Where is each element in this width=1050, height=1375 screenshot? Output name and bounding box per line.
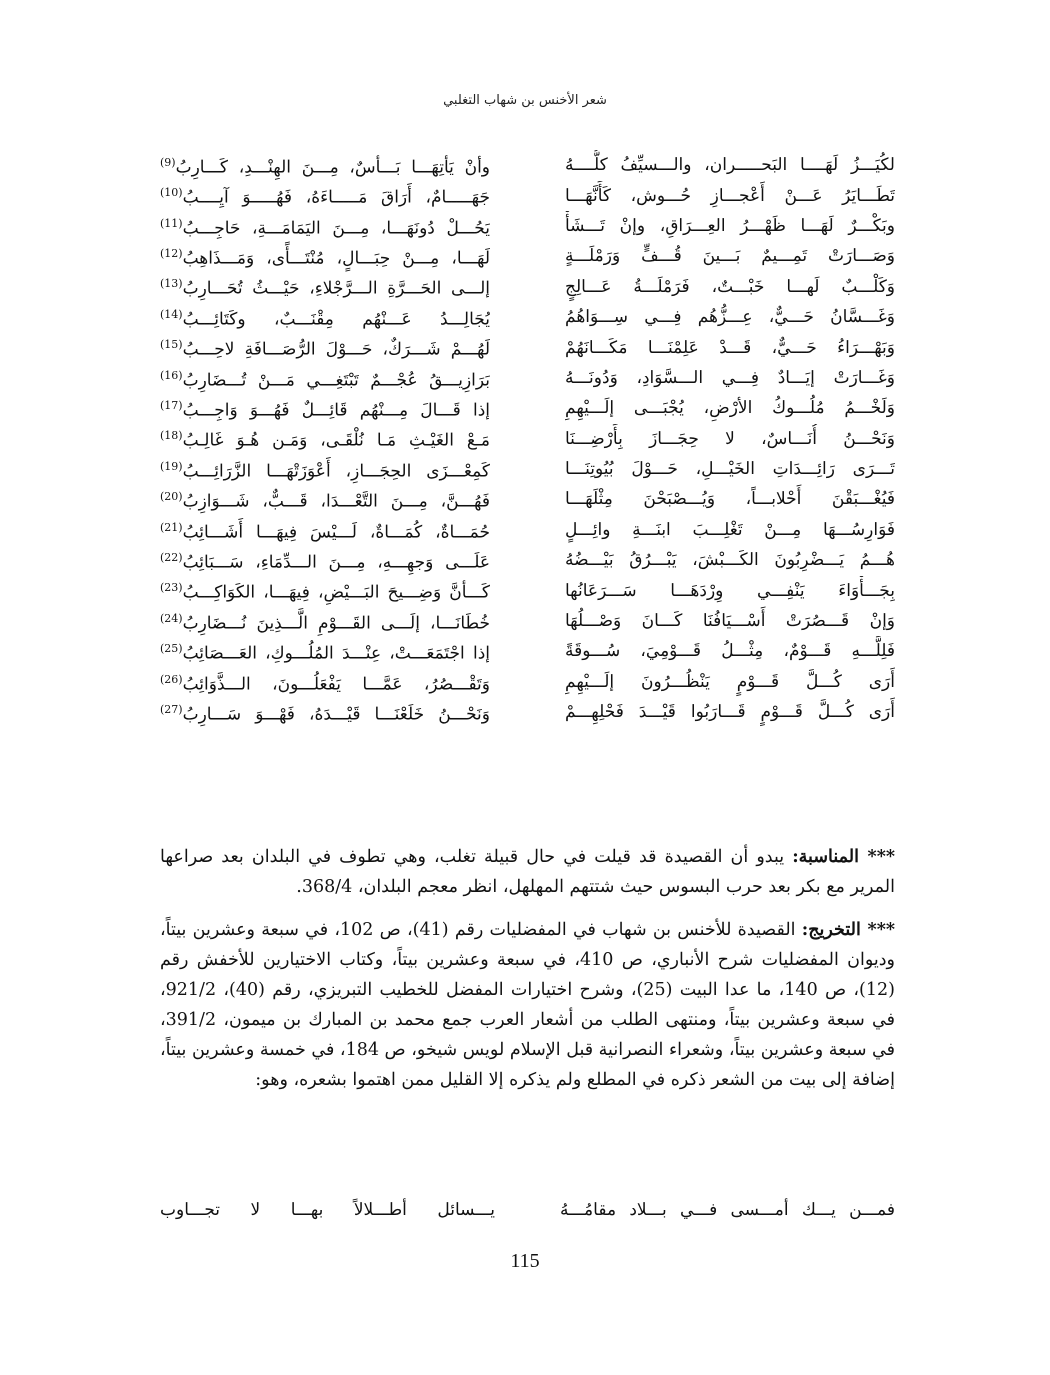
verse-first-hemistich: فَوَارِسُـــهَا مِـــنْ تَغْلِـــبَ ابنَـــةِ وائِـــلٍ — [565, 519, 895, 540]
poem — [160, 150, 895, 727]
verse-first-hemistich: وبَكْـــرٌ لَهَـــا ظَهْـــرُ العِـــرَاقِ، وإنْ تَـــشَأْ — [565, 215, 895, 236]
verse-footnote-number: (16) — [160, 368, 183, 382]
page-header: شعر الأخنس بن شهاب التغلبي — [443, 93, 607, 108]
verse-row — [160, 150, 895, 180]
verse-first-hemistich: وَكَلْـــبٌ لَهـــا خَبْـــتٌ، فَرَمْلَـــةُ عَـــالِجٍ — [565, 276, 895, 297]
verse-first-hemistich: وَبَهْـــرَاءُ حَـــيٌّ، قَـــدْ عَلِمْنَـــا مَكَـــانَهُمْ — [565, 337, 895, 358]
verse-row — [160, 180, 895, 210]
page-number: 115 — [510, 1250, 540, 1272]
occasion-text: يبدو أن القصيدة قد قيلت في حال قبيلة تغلب، وهي تطوف في البلدان بعد صراعها المرير مع بكر بعد حرب البسوس حيث شتتهم المهلهل، انظر معجم البلدان، 368/4. — [160, 847, 895, 897]
verse-second-text: بَرَازِيـــقُ عُجْـــمٌ تَبْتَغِـــي مَـــنْ تُـــضَارِبُ — [182, 370, 490, 391]
verse-first-hemistich: وَغَـــسَّانُ حَـــيٌّ، عِـــزُّهُم فِـــي سِـــوَاهُمُ — [565, 307, 895, 328]
closing-verse-first-hemistich: فمـــن يـــك أمـــسى فـــي بـــلاد مقامُـــهُ — [560, 1200, 895, 1220]
closing-verse — [160, 1195, 895, 1225]
verse-second-text: مَـعْ الغَيْـثِ مَـا نُلْقَـى، وَمَـن هُـوَ غَالِـبُ — [182, 431, 490, 452]
verse-footnote-number: (10) — [160, 186, 183, 200]
verse-footnote-number: (13) — [160, 277, 183, 291]
closing-verse-second-hemistich: يـــسائل أطـــلالاً بهـــا لا تجـــاوب — [160, 1200, 495, 1220]
verse-second-text: كَـــأنَّ وَضِـــيحَ البَـــيْضِ، فِيهَـــا، الكَوَاكِـــبُ — [182, 583, 490, 603]
verse-row — [160, 302, 895, 332]
verse-row — [160, 667, 895, 697]
verse-footnote-number: (17) — [160, 399, 183, 412]
verse-row — [160, 393, 895, 423]
verse-footnote-number: (21) — [160, 520, 183, 534]
verse-footnote-number: (12) — [160, 247, 183, 261]
verse-second-text: وَنَحْـــنُ خَلَعْنَـــا قَيْـــدَهُ، فَهْـــوَ سَـــارِبُ — [182, 704, 490, 725]
verse-row — [160, 697, 895, 727]
verse-footnote-number: (9) — [160, 155, 176, 169]
verse-second-hemistich — [160, 695, 490, 730]
verse-second-text: إذا اجْتَمَعَـــتْ، عِنْـــدَ المُلُـــوكِ، العَـــصَائِبُ — [182, 643, 490, 664]
sources-label: *** التخريج: — [801, 920, 896, 940]
verse-first-hemistich: بِجَـــأْوَاءَ يَنْفِـــي وِرْدَهَـــا سَـــرَعَانُها — [565, 580, 895, 601]
verse-second-text: عَلَـــى وَجهِـــهِ، مِـــنَ الـــدِّمَاءِ، سَـــبَائِبُ — [182, 552, 490, 573]
occasion-note — [160, 842, 895, 902]
verse-second-text: إلـــى الحَـــرَّةِ الـــرَّجْلاءِ، حَيْـــثُ تُحَـــارِبُ — [182, 279, 490, 300]
verse-footnote-number: (19) — [160, 459, 183, 473]
verse-second-text: لَهَـــا، مِـــنْ حِبَـــالٍ، مُنْتَـــأًى، وَمَـــذَاهِبُ — [182, 248, 490, 269]
verse-second-text: كَمِعْـــزَى الحِجَـــازِ، أَعْوَزَتْهَـــا الزَّرَائِـــبُ — [182, 461, 490, 482]
sources-note — [160, 915, 895, 1095]
verse-first-hemistich: فَلِلَّـــهِ قَـــوْمٌ، مِثْـــلُ قَـــوْمِيَ، سُـــوقَةً — [565, 641, 895, 662]
verse-row — [160, 545, 895, 575]
verse-first-hemistich: وَلَخْـــمُ مُلُـــوكُ الأرْضِ، يُجْبَـــى إلَـــيْهِمِ — [565, 398, 895, 419]
verse-footnote-number: (23) — [160, 581, 183, 595]
verse-first-hemistich: هُـــمُ يَـــضْرِبُونَ الكَـــبْشَ، يَبْـــرُقُ بَيْـــضُهُ — [565, 550, 895, 571]
verse-footnote-number: (11) — [160, 216, 183, 230]
sources-text: القصيدة للأخنس بن شهاب في المفضليات رقم (41)، ص 102، في سبعة وعشرين بيتاً، وديوان المفضليات شرح الأنباري، ص 410، في سبعة وعشرين بيتاً، وكتاب الاختيارين للأخفش رقم (12)، ص 140، ما عدا البيت (25)، وشرح اختيارات المفضل للخطيب التبريزي، رقم (40)، 921/2، في سبعة وعشرين بيتاً، ومنتهى الطلب من أشعار العرب جمع محمد بن المبارك بن ميمون، 391/2، في سبعة وعشرين بيتاً، وشعراء النصرانية قبل الإسلام لويس شيخو، ص 184، في خمسة وعشرين بيتاً، إضافة إلى بيت من الشعر ذكره في المطلع ولم يذكره إلا القليل ممن اهتموا بشعره، وهو: — [160, 920, 895, 1090]
verse-second-text: إذا قَـــالَ مِـــنْهُم قَائِـــلٌ فَهُـــوَ وَاجِـــبُ — [182, 400, 490, 421]
verse-first-hemistich: فَيُغْـــبَقْنَ أَحْلابـــاً، وَيُـــصْبَحْنَ مِثْلَهَـــا — [565, 489, 895, 510]
verse-footnote-number: (27) — [160, 702, 183, 716]
verse-row — [160, 211, 895, 241]
verse-first-hemistich: وَإنْ قَـــصُرَتْ أَسْـــيَافُنَا كَـــانَ وَصْـــلُهَا — [565, 611, 895, 632]
verse-row — [160, 424, 895, 454]
verse-row — [160, 332, 895, 362]
verse-footnote-number: (24) — [160, 611, 183, 625]
verse-first-hemistich: وَنَحْـــنُ أُنَـــاسٌ، لا حِجَـــازَ بِأَرْضِـــنَا — [565, 428, 895, 449]
verse-row — [160, 636, 895, 666]
verse-second-text: يَحُـــلْ دُونَهَـــا، مِـــنَ اليَمَامَـــةِ، حَاجِـــبُ — [182, 218, 490, 239]
verse-row — [160, 241, 895, 271]
verse-footnote-number: (14) — [160, 307, 183, 321]
occasion-label: *** المناسبة: — [792, 847, 896, 867]
verse-row — [160, 454, 895, 484]
verse-row — [160, 363, 895, 393]
verse-first-hemistich: أَرَى كُـــلَّ قَـــوْمٍ يَنْظُـــرُونَ إلَـــيْهِمِ — [565, 671, 895, 692]
verse-second-text: خُطَانَـــا، إلَـــى القَـــوْمِ الَّـــذِينَ نُـــضَارِبُ — [182, 613, 490, 634]
verse-first-hemistich: تَطَـــايَرُ عَـــنْ أَعْجـــازِ حُـــوش، كَأَنَّهَـــا — [565, 185, 895, 206]
verse-footnote-number: (22) — [160, 550, 183, 564]
verse-second-text: جَهَـــــامٌ، أَرَاقَ مَـــــاءَهُ، فَهُـــــوَ آيِــــبُ — [182, 187, 490, 208]
notes — [160, 842, 895, 1108]
verse-footnote-number: (15) — [160, 338, 183, 352]
verse-first-hemistich: وَغَـــارَتْ إيَـــادٌ فِـــي الـــسَّوَادِ، وَدُونَـــهُ — [565, 367, 895, 388]
verse-first-hemistich: أَرَى كُـــلَّ قَـــوْمٍ قَـــارَبُوا قَيْـــدَ فَحْلِهِـــمْ — [565, 702, 895, 723]
verse-second-text: حُمَـــاةٌ، كُمَـــاةٌ، لَـــيْسَ فِيهَـــا أَشَـــائِبُ — [182, 522, 490, 543]
verse-row — [160, 515, 895, 545]
verse-second-text: وأنْ يَأتِهَـــا بَـــأسٌ، مِـــنَ الهِنْـــدِ، كَـــارِبُ — [175, 157, 490, 178]
verse-row — [160, 606, 895, 636]
verse-row — [160, 484, 895, 514]
verse-footnote-number: (20) — [160, 490, 183, 504]
verse-row — [160, 575, 895, 605]
verse-second-text: وَتَقْـــصُرُ، عَمَّـــا يَفْعَلُـــونَ، الـــذَّوَائِبُ — [182, 674, 490, 695]
verse-first-hemistich: وَصَـــارَتْ تَمِـــيمٌ بَـــينَ قُـــفٍّ وَرَمْلَـــةٍ — [565, 246, 895, 267]
verse-row — [160, 272, 895, 302]
verse-footnote-number: (25) — [160, 642, 183, 656]
verse-first-hemistich: تَـــرَى رَائِـــدَاتِ الخَيْـــلِ، حَـــوْلَ بُيُوتِنَـــا — [565, 459, 895, 480]
verse-second-text: لَهُـــمْ شَـــرَكٌ، حَـــوْلَ الرُّصَـــافَةِ لاحِـــبُ — [182, 339, 490, 360]
verse-footnote-number: (26) — [160, 672, 183, 686]
verse-second-text: فَهُـــنَّ، مِـــنَ التَّعْـــدَا، قَـــبٌّ، شَـــوَازِبُ — [182, 491, 490, 512]
verse-second-text: يُجَالِـــدُ عَـــنْهُم مِقْنَـــبٌ، وكَتَائِـــبُ — [182, 309, 490, 330]
verse-first-hemistich: لكُيَـــزُ لَهَــــا البَحـــــران، والـــسيِّفُ كلُّــــهُ — [565, 155, 895, 176]
verse-footnote-number: (18) — [160, 429, 183, 443]
